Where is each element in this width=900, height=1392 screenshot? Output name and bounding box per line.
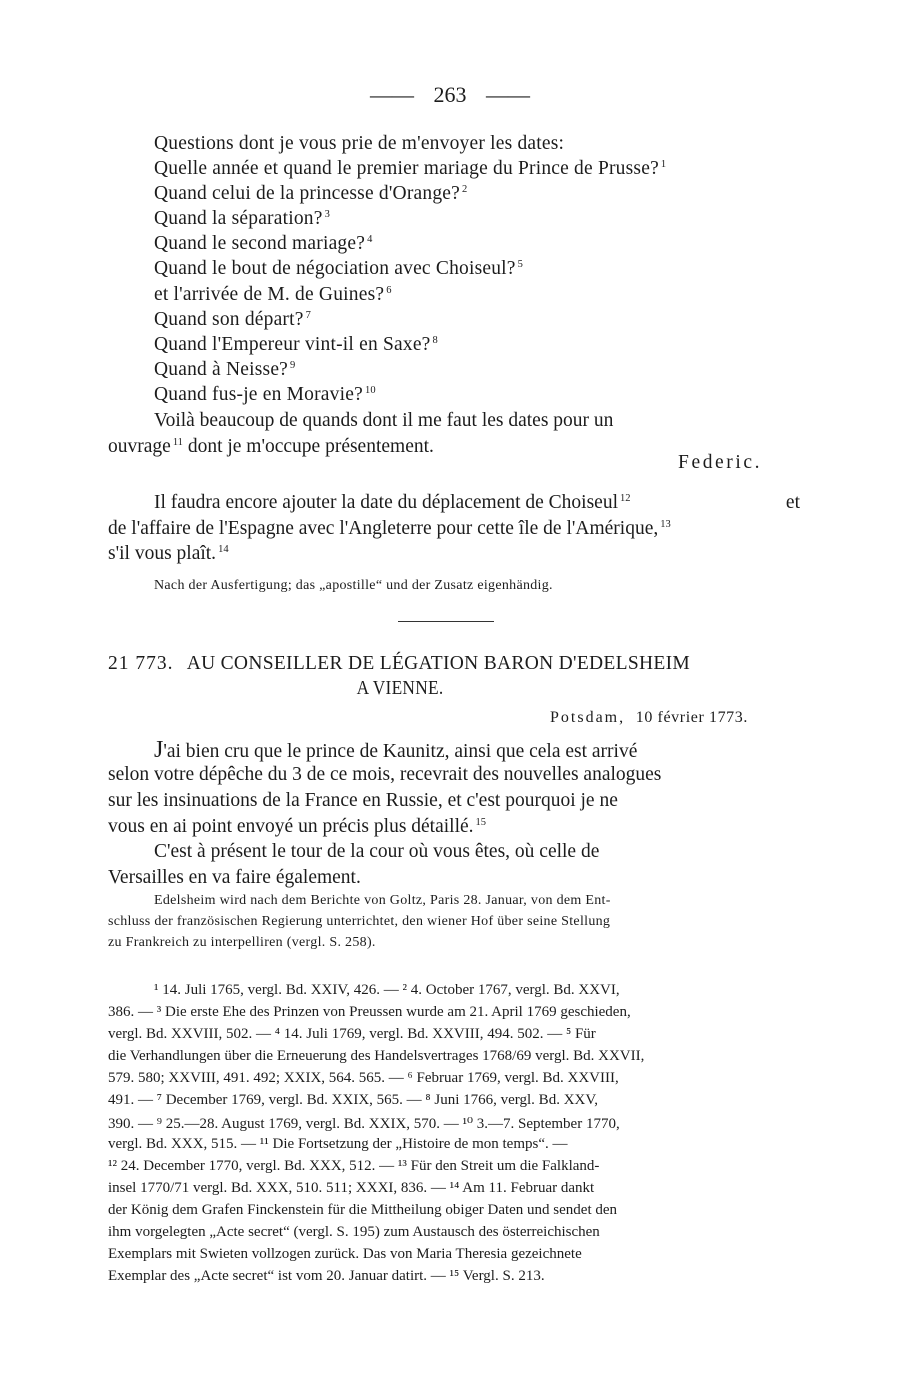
footnote-ref: 12 <box>620 492 631 504</box>
question-line: Quand fus-je en Moravie? $^{10}$ <box>154 384 376 405</box>
drop-cap: J <box>154 737 164 763</box>
footnote-line: ¹² 24. December 1770, vergl. Bd. XXX, 512. — ¹³ Für den Streit um die Falkland- <box>108 1158 600 1174</box>
question-line: Questions dont je vous prie de m'envoyer les dates: <box>154 133 565 154</box>
footnote-ref: 5 <box>517 258 524 270</box>
question-line: Quand le second mariage? $^4$ <box>154 233 373 254</box>
footnote-ref: 8 <box>432 334 438 346</box>
footnote-ref: 14 <box>218 543 229 555</box>
paragraph-line: J'ai bien cru que le prince de Kaunitz, ainsi que cela est arrivé <box>154 737 638 763</box>
footnote-ref: 13 <box>660 518 671 530</box>
letter-number: 21 773. <box>108 653 174 674</box>
footnote-ref: 7 <box>305 309 312 321</box>
page-number: 263 <box>433 82 467 107</box>
footnote-ref: 3 <box>324 208 331 220</box>
editorial-note-line: schluss der französischen Regierung unterrichtet, den wiener Hof über seine Stellung <box>108 914 611 929</box>
footnote-line: vergl. Bd. XXX, 515. — ¹¹ Die Fortsetzung der „Histoire de mon temps“. — <box>108 1136 568 1152</box>
question-line: et l'arrivée de M. de Guines? $^6$ <box>154 284 392 305</box>
question-line: Quand la séparation? $^3$ <box>154 208 331 229</box>
paragraph-line: C'est à présent le tour de la cour où vous êtes, où celle de <box>154 841 600 862</box>
dateline: Potsdam, 10 février 1773. <box>550 709 748 726</box>
footnote-line: 390. — ⁹ 25.—28. August 1769, vergl. Bd. XXIX, 570. — ¹⁰ 3.—7. September 1770, <box>108 1116 620 1132</box>
postscript-line: Il faudra encore ajouter la date du déplacement de Choiseul $^{12}$ et <box>154 492 800 513</box>
footnote-line: 579. 580; XXVIII, 491. 492; XXIX, 564. 565. — ⁶ Februar 1769, vergl. Bd. XXVIII, <box>108 1070 619 1086</box>
footnote-ref: 9 <box>290 359 296 371</box>
paragraph-line: Versailles en va faire également. <box>108 867 361 888</box>
footnote-line: ¹ 14. Juli 1765, vergl. Bd. XXIV, 426. — ² 4. October 1767, vergl. Bd. XXVI, <box>154 982 620 998</box>
footnote-line: vergl. Bd. XXVIII, 502. — ⁴ 14. Juli 1769, vergl. Bd. XXVIII, 494. 502. — ⁵ Für <box>108 1026 596 1042</box>
postscript-line: s'il vous plaît. $^{14}$ <box>108 543 229 564</box>
footnote-ref: 10 <box>364 384 376 396</box>
source-note: Nach der Ausfertigung; das „apostille“ und der Zusatz eigenhändig. <box>154 578 553 593</box>
footnote-ref: 11 <box>172 436 183 448</box>
question-line: Quand celui de la princesse d'Orange? $^2$ <box>154 183 468 204</box>
question-line: Quand le bout de négociation avec Choiseul? $^5$ <box>154 258 524 279</box>
section-divider <box>398 621 494 622</box>
editorial-note-line: Edelsheim wird nach dem Berichte von Goltz, Paris 28. Januar, von dem Ent- <box>154 893 611 908</box>
paragraph-line: selon votre dépêche du 3 de ce mois, recevrait des nouvelles analogues <box>108 764 662 785</box>
page-header <box>0 82 900 108</box>
footnote-line: die Verhandlungen über die Erneuerung des Handelsvertrages 1768/69 vergl. Bd. XXVII, <box>108 1048 645 1064</box>
footnote-ref: 15 <box>475 816 487 828</box>
letter-title: 21 773. AU CONSEILLER DE LÉGATION BARON D'EDELSHEIM <box>108 653 691 674</box>
editorial-note-line: zu Frankreich zu interpelliren (vergl. S. 258). <box>108 935 376 950</box>
footnote-line: Exemplars mit Swieten vollzogen zurück. Das von Maria Theresia gezeichnete <box>108 1246 582 1262</box>
footnote-ref: 4 <box>367 233 373 245</box>
question-line: Quelle année et quand le premier mariage du Prince de Prusse? $^1$ <box>154 158 667 179</box>
footnote-line: 491. — ⁷ December 1769, vergl. Bd. XXIX, 565. — ⁸ Juni 1766, vergl. Bd. XXV, <box>108 1092 599 1108</box>
closing-line-2: ouvrage $^{11}$ dont je m'occupe présentement. <box>108 436 434 457</box>
closing-line: Voilà beaucoup de quands dont il me faut les dates pour un <box>154 410 614 431</box>
footnote-line: ihm vorgelegten „Acte secret“ (vergl. S. 195) zum Austausch des österreichischen <box>108 1224 600 1240</box>
question-line: Quand à Neisse? $^9$ <box>154 359 296 380</box>
header-dash-left: —— <box>370 82 414 107</box>
footnote-line: insel 1770/71 vergl. Bd. XXX, 510. 511; XXXI, 836. — ¹⁴ Am 11. Februar dankt <box>108 1180 595 1196</box>
footnote-line: der König dem Grafen Finckenstein für die Mittheilung obiger Daten und sendet den <box>108 1202 618 1218</box>
header-dash-right: —— <box>486 82 530 107</box>
postscript-line: de l'affaire de l'Espagne avec l'Angleterre pour cette île de l'Amérique, $^{13}$ <box>108 518 671 539</box>
letter-title-line2: A VIENNE. <box>356 678 444 699</box>
paragraph-line: sur les insinuations de la France en Russie, et c'est pourquoi je ne <box>108 790 618 811</box>
paragraph-line: vous en ai point envoyé un précis plus détaillé. $^{15}$ <box>108 816 487 837</box>
question-line: Quand l'Empereur vint-il en Saxe? $^8$ <box>154 334 438 355</box>
footnote-line: Exemplar des „Acte secret“ ist vom 20. Januar datirt. — ¹⁵ Vergl. S. 213. <box>108 1268 545 1284</box>
question-line: Quand son départ? $^7$ <box>154 309 312 330</box>
signature: Federic. <box>678 452 763 473</box>
footnote-line: 386. — ³ Die erste Ehe des Prinzen von Preussen wurde am 21. April 1769 geschieden, <box>108 1004 631 1020</box>
footnote-ref: 1 <box>660 158 667 170</box>
footnote-ref: 6 <box>386 284 392 296</box>
footnote-ref: 2 <box>462 183 468 195</box>
